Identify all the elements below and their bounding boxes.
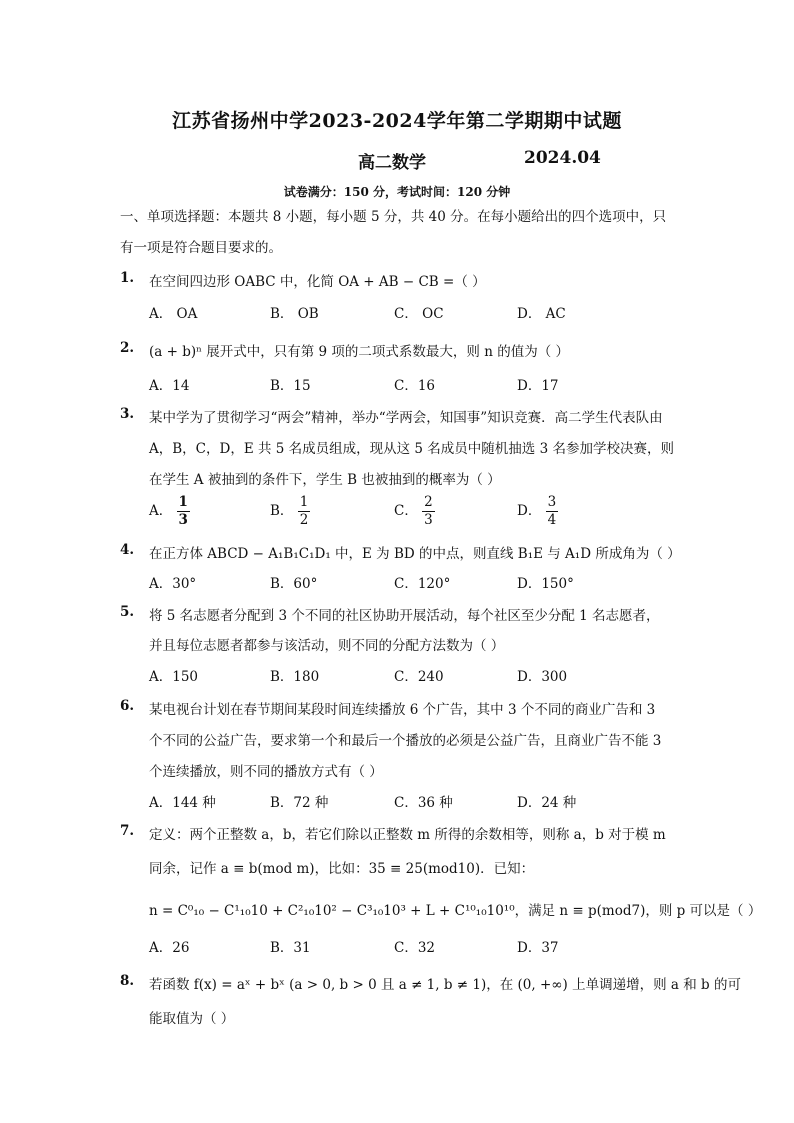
- question-text: 在正方体 ABCD − A₁B₁C₁D₁ 中，E 为 BD 的中点，则直线 B₁E 与 A₁D 所成角为（ ）: [149, 546, 681, 562]
- denominator: 4: [547, 512, 557, 528]
- option-c: C．120°: [394, 576, 451, 592]
- option-b: B．15: [270, 378, 311, 394]
- numerator: 2: [424, 494, 433, 510]
- denominator: 2: [299, 512, 309, 528]
- option-c: C．240: [394, 669, 444, 685]
- numerator: 1: [178, 494, 188, 510]
- option-b: B．180: [270, 669, 320, 685]
- option-c: C． OC: [394, 306, 444, 322]
- question-text-line: 若函数 f(x) = aˣ + bˣ (a > 0, b > 0 且 a ≠ 1, b ≠ 1)，在 (0, +∞) 上单调递增，则 a 和 b 的可: [149, 977, 741, 993]
- question-text-line: 某中学为了贯彻学习“两会”精神，举办“学两会，知国事”知识竞赛．高二学生代表队由: [149, 410, 663, 426]
- option-c: C．16: [394, 378, 436, 394]
- option-a: A． OA: [149, 306, 198, 322]
- question-text-line: n = C⁰₁₀ − C¹₁₀10 + C²₁₀10² − C³₁₀10³ + L + C¹⁰₁₀10¹⁰，满足 n ≡ p(mod7)，则 p 可以是（ ）: [149, 903, 762, 919]
- question-number: 5.: [120, 604, 135, 620]
- option-a: A．144 种: [149, 795, 216, 811]
- question-number: 3.: [120, 406, 135, 422]
- question-text: (a + b)ⁿ 展开式中，只有第 9 项的二项式系数最大，则 n 的值为（ ）: [149, 344, 569, 360]
- denominator: 3: [424, 512, 433, 528]
- option-c: C．32: [394, 940, 436, 956]
- option-c: [394, 494, 435, 529]
- option-d: D． AC: [517, 306, 566, 322]
- question-text-line: 定义：两个正整数 a，b，若它们除以正整数 m 所得的余数相等，则称 a，b 对于模 m: [149, 827, 666, 843]
- option-d: D．37: [517, 940, 559, 956]
- exam-meta: 试卷满分：150 分，考试时间：120 分钟: [283, 185, 511, 199]
- question-text-line: 同余，记作 a ≡ b(mod m)，比如：35 ≡ 25(mod10)．已知：: [149, 861, 535, 877]
- question-text-line: 并且每位志愿者都参与该活动，则不同的分配方法数为（ ）: [149, 638, 505, 654]
- question-text-line: 个连续播放，则不同的播放方式有（ ）: [149, 764, 383, 780]
- question-text-line: 将 5 名志愿者分配到 3 个不同的社区协助开展活动，每个社区至少分配 1 名志愿者，: [149, 608, 660, 624]
- option-d: D．17: [517, 378, 559, 394]
- option-b: [270, 494, 310, 529]
- numerator: 3: [547, 494, 557, 510]
- question-text-line: 在学生 A 被抽到的条件下，学生 B 也被抽到的概率为（ ）: [149, 472, 501, 488]
- option-a: [149, 494, 190, 529]
- question-text: 在空间四边形 OABC 中，化简 OA + AB − CB =（ ）: [149, 274, 486, 290]
- option-b: B． OB: [270, 306, 319, 322]
- option-b: B．60°: [270, 576, 318, 592]
- exam-subject: 高二数学: [358, 153, 426, 173]
- question-text-line: 个不同的公益广告，要求第一个和最后一个播放的必须是公益广告，且商业广告不能 3: [149, 733, 662, 749]
- question-number: 7.: [120, 823, 135, 839]
- section-heading-line1: 一、单项选择题：本题共 8 小题，每小题 5 分，共 40 分。在每小题给出的四个选项中，只: [120, 209, 667, 225]
- option-a: A．150: [149, 669, 199, 685]
- option-d: D．150°: [517, 576, 574, 592]
- option-a: A．26: [149, 940, 190, 956]
- question-text-line: 某电视台计划在春节期间某段时间连续播放 6 个广告，其中 3 个不同的商业广告和 3: [149, 702, 656, 718]
- option-a: A．14: [149, 378, 190, 394]
- option-d: D．300: [517, 669, 568, 685]
- fraction: [298, 494, 311, 529]
- option-b: B．31: [270, 940, 311, 956]
- option-d: [517, 494, 558, 529]
- option-label: A．: [149, 503, 173, 519]
- section-heading-line2: 有一项是符合题目要求的。: [120, 240, 282, 256]
- option-c: C．36 种: [394, 795, 453, 811]
- option-label: B．: [270, 503, 294, 519]
- fraction: [422, 494, 435, 529]
- question-number: 4.: [120, 542, 135, 558]
- exam-date: 2024.04: [524, 148, 601, 168]
- option-a: A．30°: [149, 576, 197, 592]
- option-d: D．24 种: [517, 795, 577, 811]
- fraction: [546, 494, 559, 529]
- option-label: D．: [517, 503, 542, 519]
- question-number: 6.: [120, 698, 135, 714]
- exam-title: 江苏省扬州中学2023-2024学年第二学期期中试题: [172, 110, 622, 132]
- denominator: 3: [178, 512, 188, 528]
- numerator: 1: [299, 494, 309, 510]
- question-number: 8.: [120, 973, 135, 989]
- option-b: B．72 种: [270, 795, 329, 811]
- question-number: 1.: [120, 270, 135, 286]
- question-text-line: 能取值为（ ）: [149, 1011, 235, 1027]
- question-number: 2.: [120, 340, 135, 356]
- option-label: C．: [394, 503, 418, 519]
- fraction: [177, 494, 190, 529]
- question-text-line: A，B，C，D，E 共 5 名成员组成，现从这 5 名成员中随机抽选 3 名参加学校决赛，则: [149, 441, 674, 457]
